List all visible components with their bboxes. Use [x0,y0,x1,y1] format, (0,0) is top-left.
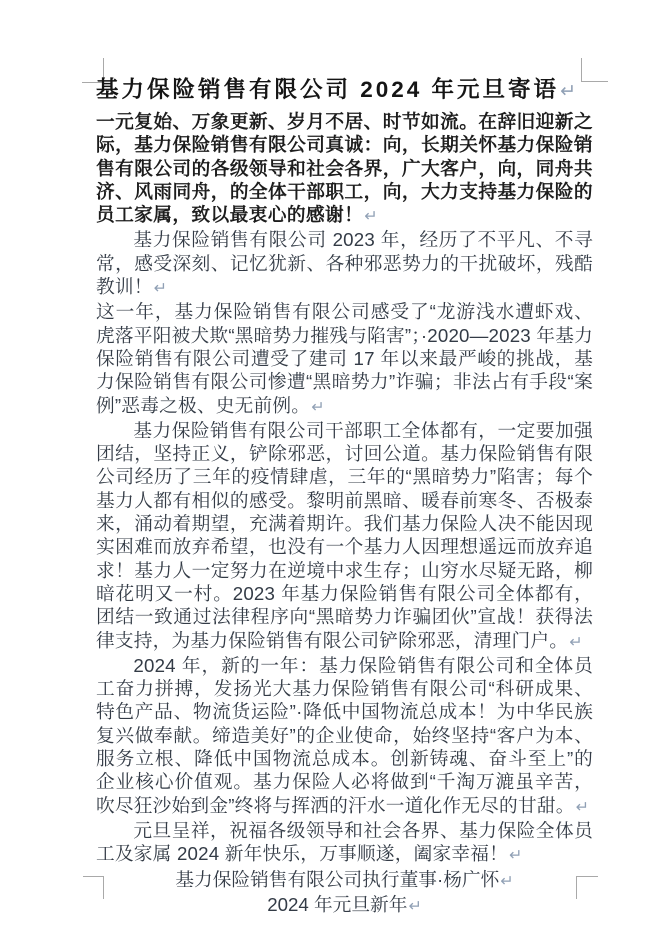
paragraph-text: 一元复始、万象更新、岁月不居、时节如流。在辞旧迎新之际，基力保险销售有限公司真诚：向，长期关怀基力保险销售有限公司的各级领导和社会各界，广大客户，向，同舟共济、风雨同舟，的全体干部职工，向，大力支持基力保险的员工家属，致以最衷心的感谢！ [96,111,593,226]
paragraph-greeting[interactable] [96,110,593,228]
document-title-text: 基力保险销售有限公司 2024 年元旦寄语 [96,77,560,102]
paragraph-mark-icon: ↵ [575,798,589,816]
paragraph-text: 基力保险销售有限公司干部职工全体都有，一定要加强团结，坚持正义，铲除邪恶，讨回公道。基力保险销售有限公司经历了三年的疫情肆虐，三年的“黑暗势力”陷害；每个基力人都有相似的感受。黎明前黑暗、暖春前寒冬、否极泰来，涌动着期望，充满着期许。我们基力保险人决不能因现实困难而放弃希望，也没有一个基力人因理想遥远而放弃追求！基力人一定努力在逆境中求生存；山穷水尽疑无路，柳暗花明又一村。2023 年基力保险销售有限公司全体都有，团结一致通过法律程序向“黑暗势力诈骗团伙”宣战！获得法律支持，为基力保险销售有限公司铲除邪恶，清理门户。 [96,419,593,651]
paragraph-text: 2024 年，新的一年：基力保险销售有限公司和全体员工奋力拼搏，发扬光大基力保险销售有限公司“科研成果、特色产品、物流货运险”·降低中国物流总成本！为中华民族复兴做奉献。缔造美好”的企业使命，始终坚持“客户为本、服务立根、降低中国物流总成本。创新铸魂、奋斗至上”的企业核心价值观。基力保险人必将做到“千淘万漉虽辛苦，吹尽狂沙始到金”终将与挥洒的汗水一道化作无尽的甘甜。 [96,654,593,816]
paragraph-text: 元旦呈祥，祝福各级领导和社会各界、基力保险全体员工及家属 2024 新年快乐，万事顺遂，阖家幸福！ [96,819,593,865]
paragraph-this-year[interactable] [96,300,593,418]
paragraph-mark-icon: ↵ [569,633,583,651]
paragraph-new-year-wishes[interactable] [96,819,593,868]
paragraph-mark-icon: ↵ [500,872,514,890]
paragraph-mark-icon: ↵ [364,208,378,226]
paragraph-mark-icon: ↵ [509,847,523,865]
paragraph-mark-icon: ↵ [408,897,422,915]
paragraph-text: 这一年，基力保险销售有限公司感受了“龙游浅水遭虾戏、虎落平阳被犬欺“黑暗势力摧残与陷害”；·2020—2023 年基力保险销售有限公司遭受了建司 17 年以来最严峻的挑战，基力保险销售有限公司惨遭“黑暗势力”诈骗；非法占有手段“案例”恶毒之极、史无前例。 [96,301,593,416]
signature-line[interactable] [96,868,593,893]
paragraph-staff-unity[interactable] [96,419,593,654]
paragraph-2024-outlook[interactable] [96,654,593,819]
document-title[interactable] [96,75,593,107]
paragraph-mark-icon: ↵ [560,81,577,102]
date-text: 2024 年元旦新年 [267,893,408,915]
paragraph-2023-review[interactable] [96,228,593,300]
signature-text: 基力保险销售有限公司执行董事·杨广怀 [175,868,500,890]
paragraph-mark-icon: ↵ [311,398,325,416]
paragraph-mark-icon: ↵ [153,280,167,298]
date-line[interactable] [96,893,593,918]
paragraph-text: 基力保险销售有限公司 2023 年，经历了不平凡、不寻常，感受深刻、记忆犹新、各种邪恶势力的干扰破坏，残酷教训！ [96,229,593,298]
document-content [96,75,593,918]
